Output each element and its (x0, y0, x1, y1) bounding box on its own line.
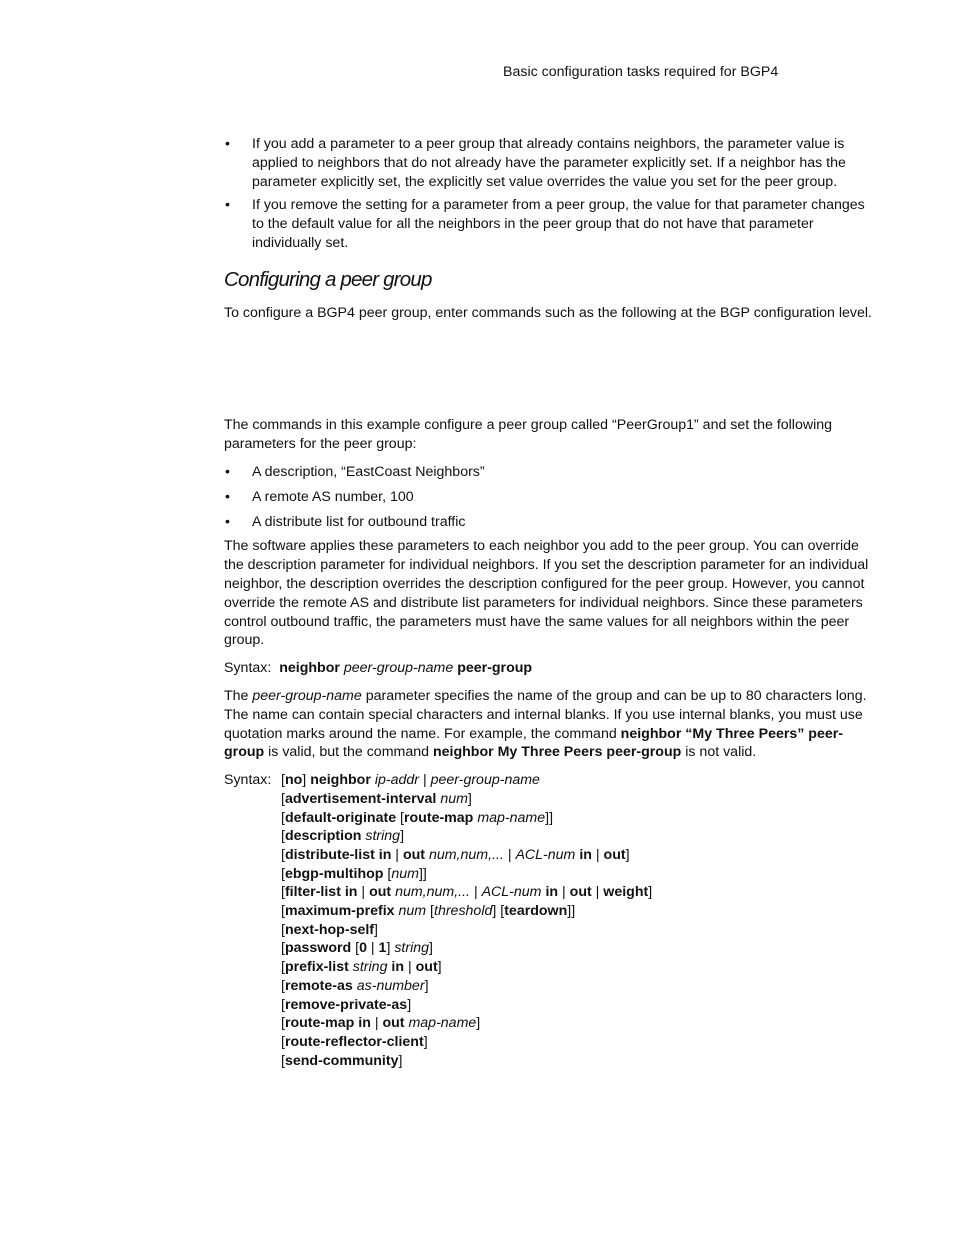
syntax-peer-group (224, 659, 874, 678)
list-item (224, 135, 874, 191)
page-content (224, 135, 874, 1070)
syntax-argument: string (365, 828, 401, 845)
syntax-line (281, 1033, 652, 1052)
section-heading: Configuring a peer group (224, 267, 432, 291)
syntax-argument: ACL-num (481, 884, 542, 901)
syntax-argument: num (440, 790, 468, 807)
syntax-punctuation: [ (281, 1033, 285, 1050)
syntax-keyword: out (369, 884, 392, 901)
syntax-line (281, 846, 652, 865)
bullet-text: A distribute list for outbound traffic (252, 513, 466, 530)
syntax-keyword: ebgp-multihop (284, 865, 384, 882)
bullet-icon: • (225, 488, 230, 505)
syntax-punctuation: ]] (545, 809, 554, 826)
syntax-keyword: out (402, 846, 425, 863)
syntax-line (281, 1014, 652, 1033)
bullet-text: If you remove the setting for a parameter from a peer group, the value for that parameter changes to the default value for all the neighbors in the peer group that do not have that parameter individually set. (252, 197, 865, 251)
syntax-keyword: peer-group (457, 660, 533, 677)
bullet-icon: • (225, 463, 230, 480)
intro-bullet-list (224, 135, 874, 253)
syntax-keyword: neighbor (310, 772, 371, 789)
syntax-keyword: 0 (359, 940, 367, 957)
syntax-argument: ACL-num (515, 846, 576, 863)
syntax-punctuation: | (591, 884, 604, 901)
syntax-punctuation: [ (281, 903, 285, 920)
syntax-punctuation: [ (281, 940, 285, 957)
syntax-line (281, 977, 652, 996)
desc-text: is not valid. (681, 744, 757, 761)
syntax-punctuation: | (404, 959, 416, 976)
syntax-punctuation: ] (625, 846, 630, 863)
syntax-punctuation: | (370, 1015, 383, 1032)
parameter-description (224, 687, 874, 762)
syntax-line (281, 958, 652, 977)
syntax-punctuation: | (558, 884, 570, 901)
syntax-punctuation: ] (400, 828, 405, 845)
syntax-punctuation: | (357, 884, 370, 901)
syntax-line (281, 996, 652, 1015)
syntax-punctuation: ] (429, 940, 433, 957)
desc-text: parameter specifies the name of the group and can be up to 80 characters long. The name can contain special characters and internal blanks. If you use internal blanks, you must use quotation marks around the name. For example, the command (224, 687, 867, 742)
desc-command: neighbor My Three Peers peer-group (432, 744, 682, 761)
syntax-punctuation: [ (281, 809, 285, 826)
syntax-punctuation: ] (302, 772, 311, 789)
syntax-keyword: in (391, 959, 405, 976)
syntax-keyword: distribute-list in (284, 846, 392, 863)
syntax-body (281, 771, 652, 1070)
syntax-keyword: route-map (403, 809, 474, 826)
syntax-label: Syntax: (224, 660, 272, 677)
syntax-keyword: teardown (504, 903, 568, 920)
syntax-keyword: out (603, 846, 626, 863)
syntax-punctuation: ] (648, 884, 653, 901)
syntax-argument: map-name (408, 1015, 477, 1032)
syntax-argument: peer-group-name (343, 660, 454, 677)
syntax-punctuation: [ (281, 772, 285, 789)
syntax-punctuation: [ (426, 903, 434, 920)
list-item (224, 488, 874, 507)
syntax-argument: string (394, 940, 430, 957)
syntax-punctuation: | (366, 940, 379, 957)
syntax-line (281, 790, 652, 809)
syntax-keyword: prefix-list (284, 959, 349, 976)
syntax-keyword: send-community (284, 1052, 399, 1069)
syntax-line (281, 771, 652, 790)
syntax-keyword: maximum-prefix (284, 903, 395, 920)
syntax-punctuation: [ (281, 884, 285, 901)
bullet-icon: • (225, 136, 230, 152)
syntax-keyword: route-reflector-client (284, 1033, 424, 1050)
syntax-label: Syntax: (224, 772, 272, 789)
syntax-argument: num (398, 903, 427, 920)
syntax-keyword: password (284, 940, 352, 957)
list-item (224, 513, 874, 532)
syntax-keyword: weight (603, 884, 649, 901)
syntax-punctuation: ] (386, 940, 395, 957)
syntax-punctuation: ] (467, 790, 472, 807)
list-item (224, 463, 874, 482)
example-explanation: The commands in this example configure a peer group called “PeerGroup1” and set the following parameters for the peer group: (224, 417, 833, 453)
syntax-keyword: description (284, 828, 362, 845)
syntax-line (281, 902, 652, 921)
syntax-punctuation: ] (398, 1052, 403, 1069)
syntax-punctuation: ] (424, 977, 429, 994)
list-item (224, 196, 874, 252)
syntax-keyword: out (382, 1015, 405, 1032)
syntax-keyword: in (545, 884, 559, 901)
syntax-line (281, 1052, 652, 1071)
syntax-punctuation: ]] (418, 865, 427, 882)
syntax-punctuation: | (470, 884, 482, 901)
syntax-punctuation: [ (281, 828, 285, 845)
desc-text: The (224, 687, 253, 704)
syntax-punctuation: ] (476, 1015, 481, 1032)
syntax-keyword: in (579, 846, 592, 863)
syntax-keyword: advertisement-interval (284, 790, 437, 807)
syntax-line (281, 865, 652, 884)
syntax-line (281, 939, 652, 958)
syntax-punctuation: | (503, 846, 516, 863)
syntax-neighbor-full (224, 771, 874, 1070)
syntax-punctuation: [ (351, 940, 360, 957)
syntax-keyword: 1 (378, 940, 387, 957)
running-header: Basic configuration tasks required for BGP4 (503, 64, 779, 80)
syntax-line (281, 921, 652, 940)
syntax-punctuation: | (419, 772, 431, 789)
syntax-argument: threshold (434, 903, 493, 920)
syntax-argument: ip-addr (374, 772, 419, 789)
syntax-keyword: default-originate (284, 809, 397, 826)
syntax-argument: as-number (356, 977, 425, 994)
desc-command: neighbor “My Three Peers” peer-group (224, 725, 844, 761)
syntax-punctuation: [ (281, 1052, 285, 1069)
desc-text: is valid, but the command (264, 744, 433, 761)
section-intro: To configure a BGP4 peer group, enter commands such as the following at the BGP configuration level. (224, 304, 873, 321)
syntax-punctuation: [ (383, 865, 392, 882)
syntax-argument: peer-group-name (430, 772, 540, 789)
syntax-keyword: remove-private-as (284, 996, 408, 1013)
parameter-list (224, 463, 874, 531)
syntax-punctuation: ] (407, 996, 412, 1013)
syntax-punctuation: [ (281, 921, 285, 938)
syntax-line (281, 883, 652, 902)
syntax-argument: num,num,... (428, 846, 504, 863)
syntax-line (281, 827, 652, 846)
syntax-keyword: no (284, 772, 303, 789)
bullet-icon: • (225, 513, 230, 530)
syntax-punctuation: [ (281, 996, 285, 1013)
bullet-text: A description, “EastCoast Neighbors” (252, 463, 485, 480)
syntax-punctuation: | (591, 846, 604, 863)
syntax-keyword: next-hop-self (284, 921, 375, 938)
syntax-argument: num (391, 865, 419, 882)
syntax-punctuation: [ (281, 977, 285, 994)
syntax-keyword: out (569, 884, 592, 901)
syntax-punctuation: ] (423, 1033, 428, 1050)
body-paragraph: The software applies these parameters to each neighbor you add to the peer group. You can override the description parameter for individual neighbors. If you set the description parameter for an individual neighbor, the description overrides the description configured for the peer group. However, you cannot override the remote AS and distribute list parameters for individual neighbors. Since these parameters control outbound traffic, the parameters must have the same values for all neighbors within the peer group. (224, 538, 869, 649)
syntax-keyword: remote-as (284, 977, 353, 994)
syntax-punctuation: ] (374, 921, 378, 938)
example-code-gap (224, 322, 874, 416)
syntax-punctuation: [ (281, 846, 285, 863)
bullet-text: If you add a parameter to a peer group that already contains neighbors, the parameter value is applied to neighbors that do not already have the parameter explicitly set. If a neighbor has the parameter explicitly set, the explicitly set value overrides the value you set for the peer group. (252, 136, 846, 190)
bullet-icon: • (225, 197, 230, 214)
syntax-keyword: filter-list in (284, 884, 358, 901)
syntax-punctuation: [ (281, 1015, 285, 1032)
syntax-punctuation: [ (281, 790, 285, 807)
syntax-punctuation: ] [ (492, 903, 505, 920)
desc-argument: peer-group-name (252, 687, 362, 704)
syntax-argument: num,num,... (395, 884, 470, 901)
syntax-punctuation: [ (396, 809, 404, 826)
syntax-argument: map-name (477, 809, 546, 826)
syntax-command: neighbor (279, 660, 340, 677)
syntax-argument: string (352, 959, 388, 976)
syntax-punctuation: [ (281, 865, 285, 882)
syntax-keyword: out (415, 959, 438, 976)
syntax-punctuation: ] (437, 959, 442, 976)
bullet-text: A remote AS number, 100 (252, 488, 414, 505)
syntax-punctuation: | (391, 846, 403, 863)
syntax-punctuation: [ (281, 959, 285, 976)
syntax-keyword: route-map in (284, 1015, 371, 1032)
syntax-line (281, 809, 652, 828)
syntax-punctuation: ]] (567, 903, 576, 920)
